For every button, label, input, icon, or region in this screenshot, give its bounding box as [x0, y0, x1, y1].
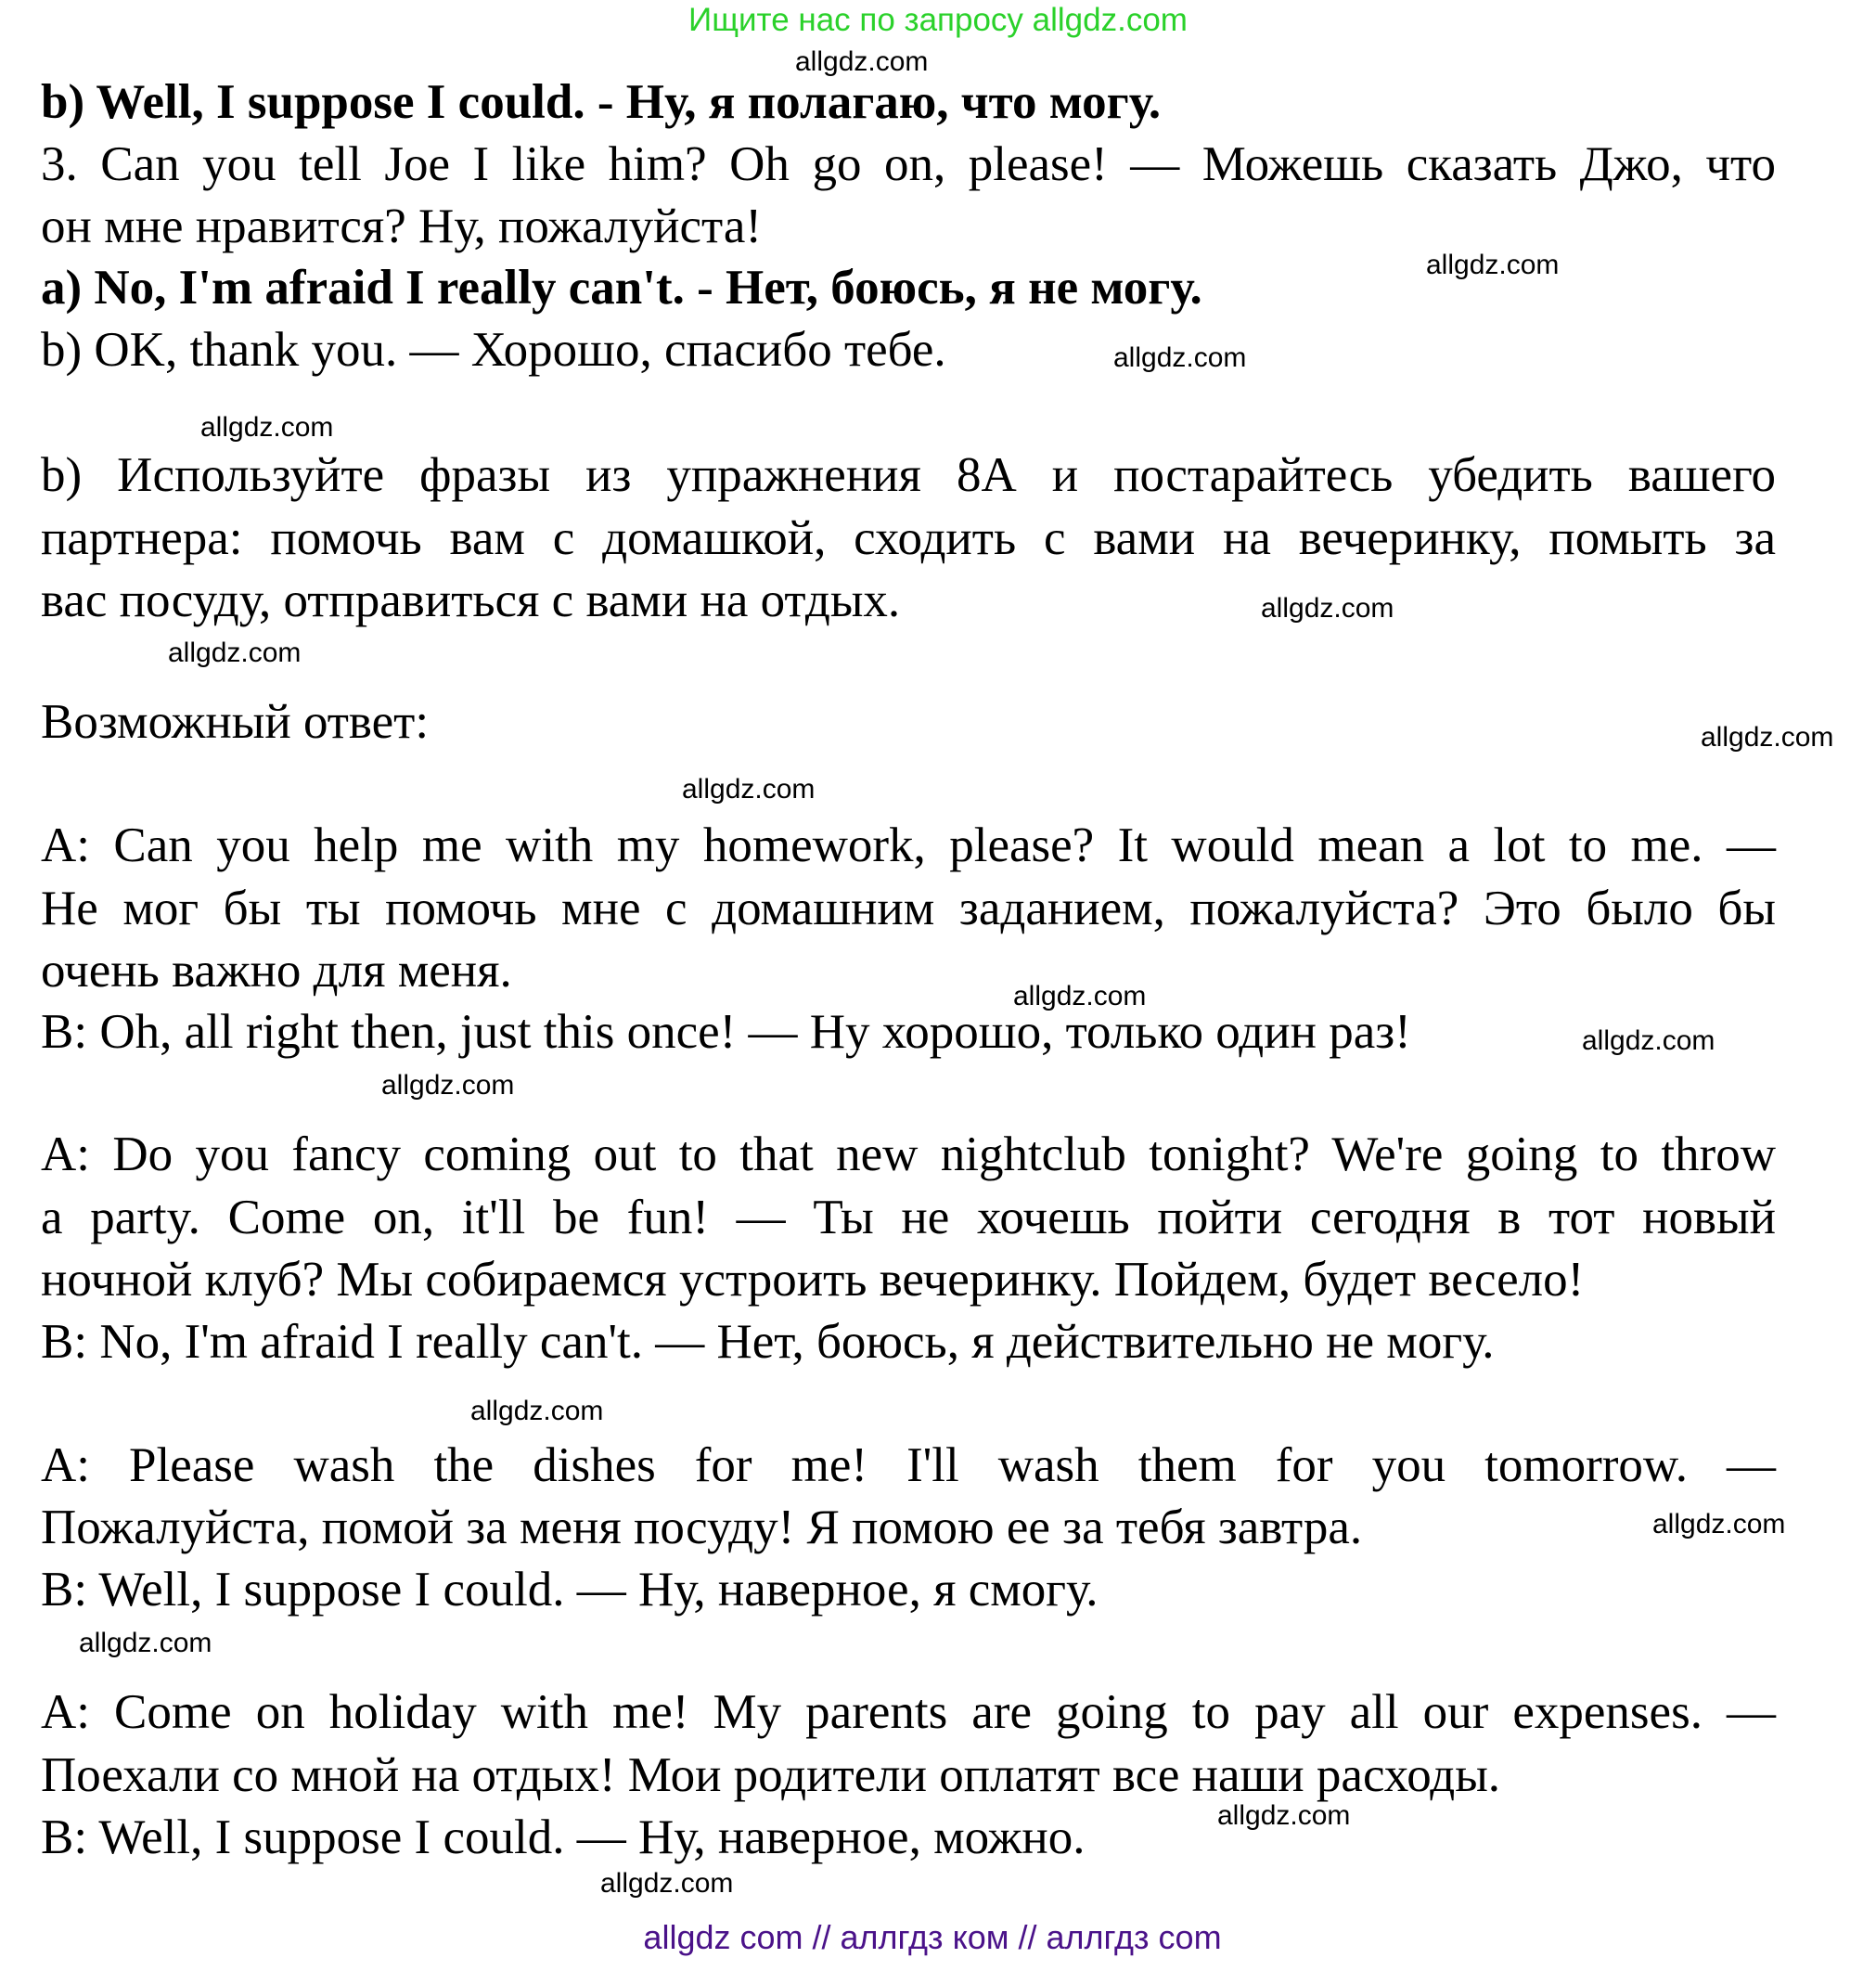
- watermark: allgdz.com: [200, 412, 334, 443]
- watermark: allgdz.com: [795, 46, 929, 77]
- text-line: A: Please wash the dishes for me! I'll wash them for you tomorrow. —: [41, 1438, 1776, 1492]
- watermark: allgdz.com: [381, 1070, 515, 1101]
- watermark: allgdz.com: [600, 1868, 734, 1899]
- watermark: allgdz.com: [1426, 250, 1560, 280]
- footer-links[interactable]: allgdz com // аллгдз ком // аллгдз com: [643, 1918, 1222, 1956]
- text-line: очень важно для меня.: [41, 944, 512, 998]
- text-line: B: Well, I suppose I could. — Ну, наверное, я смогу.: [41, 1563, 1099, 1617]
- text-line: Пожалуйста, помой за меня посуду! Я помою ее за тебя завтра.: [41, 1501, 1363, 1554]
- answer-heading: Возможный ответ:: [41, 695, 430, 749]
- watermark: allgdz.com: [1113, 342, 1247, 373]
- text-line: A: Come on holiday with me! My parents are going to pay all our expenses. —: [41, 1685, 1776, 1739]
- text-line: B: Well, I suppose I could. — Ну, наверное, можно.: [41, 1810, 1086, 1864]
- watermark: allgdz.com: [470, 1396, 604, 1426]
- text-line: b) Используйте фразы из упражнения 8А и постарайтесь убедить вашего: [41, 448, 1776, 502]
- text-line: b) Well, I suppose I could. - Ну, я полагаю, что могу.: [41, 75, 1162, 129]
- text-line: B: Oh, all right then, just this once! — Ну хорошо, только один раз!: [41, 1005, 1411, 1059]
- text-line: B: No, I'm afraid I really can't. — Нет, боюсь, я действительно не могу.: [41, 1315, 1495, 1369]
- watermark: allgdz.com: [1652, 1509, 1786, 1539]
- text-line: он мне нравится? Ну, пожалуйста!: [41, 200, 762, 253]
- watermark: allgdz.com: [168, 638, 302, 668]
- text-line: A: Do you fancy coming out to that new nightclub tonight? We're going to throw: [41, 1127, 1776, 1181]
- text-line: a party. Come on, it'll be fun! — Ты не хочешь пойти сегодня в тот новый: [41, 1191, 1776, 1244]
- watermark: allgdz.com: [1217, 1800, 1351, 1831]
- text-line: A: Can you help me with my homework, please? It would mean a lot to me. —: [41, 818, 1776, 872]
- text-line: партнера: помочь вам с домашкой, сходить с вами на вечеринку, помыть за: [41, 511, 1776, 565]
- watermark: allgdz.com: [1013, 981, 1147, 1011]
- search-promo-banner: Ищите нас по запросу allgdz.com: [688, 2, 1188, 38]
- watermark: allgdz.com: [1261, 593, 1394, 624]
- text-line: ночной клуб? Мы собираемся устроить вечеринку. Пойдем, будет весело!: [41, 1253, 1585, 1307]
- text-line: 3. Can you tell Joe I like him? Oh go on, please! — Можешь сказать Джо, что: [41, 137, 1776, 191]
- text-line: b) OK, thank you. — Хорошо, спасибо тебе.: [41, 323, 946, 377]
- watermark: allgdz.com: [1582, 1025, 1715, 1056]
- watermark: allgdz.com: [1701, 722, 1834, 753]
- text-line: вас посуду, отправиться с вами на отдых.: [41, 573, 901, 627]
- watermark: allgdz.com: [682, 774, 816, 805]
- text-line: a) No, I'm afraid I really can't. - Нет, боюсь, я не могу.: [41, 261, 1202, 315]
- watermark: allgdz.com: [79, 1628, 212, 1658]
- text-line: Поехали со мной на отдых! Мои родители оплатят все наши расходы.: [41, 1748, 1501, 1802]
- text-line: Не мог бы ты помочь мне с домашним заданием, пожалуйста? Это было бы: [41, 882, 1776, 935]
